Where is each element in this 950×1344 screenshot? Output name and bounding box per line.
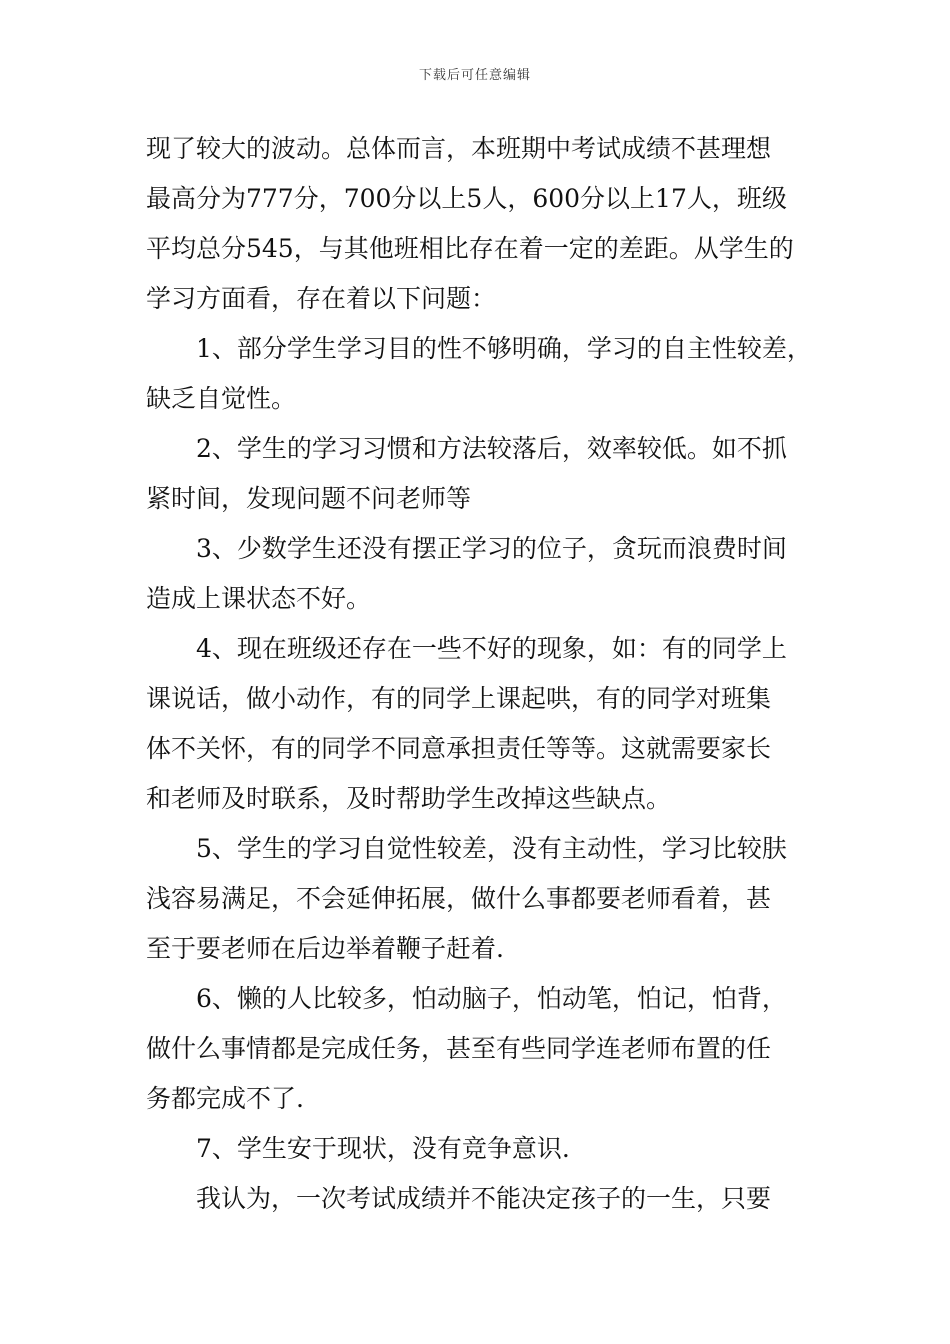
text-line: 学习方面看，存在着以下问题：: [146, 284, 497, 313]
text-line: 缺乏自觉性。: [146, 384, 297, 413]
text-line: 务都完成不了.: [146, 1084, 304, 1113]
text-line: 平均总分545，与其他班相比存在着一定的差距。从学生的: [146, 234, 794, 263]
conclusion-line: 我认为，一次考试成绩并不能决定孩子的一生，只要: [196, 1184, 772, 1213]
text-line: 做什么事情都是完成任务，甚至有些同学连老师布置的任: [146, 1034, 772, 1063]
list-item-2-line: 2、学生的学习习惯和方法较落后，效率较低。如不抓: [196, 434, 787, 463]
text-line: 现了较大的波动。总体而言，本班期中考试成绩不甚理想: [146, 134, 772, 163]
text-line: 体不关怀，有的同学不同意承担责任等等。这就需要家长: [146, 734, 772, 763]
list-item-5-line: 5、学生的学习自觉性较差，没有主动性，学习比较肤: [196, 834, 787, 863]
text-line: 造成上课状态不好。: [146, 584, 372, 613]
text-line: 课说话，做小动作，有的同学上课起哄，有的同学对班集: [146, 684, 772, 713]
text-line: 紧时间，发现问题不问老师等: [146, 484, 472, 513]
text-line: 浅容易满足，不会延伸拓展，做什么事都要老师看着，甚: [146, 884, 772, 913]
list-item-1-line: 1、部分学生学习目的性不够明确，学习的自主性较差，: [196, 334, 812, 363]
list-item-3-line: 3、少数学生还没有摆正学习的位子，贪玩而浪费时间: [196, 534, 787, 563]
list-item-6-line: 6、懒的人比较多，怕动脑子，怕动笔，怕记，怕背，: [196, 984, 787, 1013]
document-body: [146, 124, 816, 1224]
text-line: 至于要老师在后边举着鞭子赶着.: [146, 934, 504, 963]
list-item-4-line: 4、现在班级还存在一些不好的现象，如：有的同学上: [196, 634, 787, 663]
page-header: 下载后可任意编辑: [418, 68, 531, 83]
text-line: 最高分为777分，700分以上5人，600分以上17人，班级: [146, 184, 787, 213]
list-item-7-line: 7、学生安于现状，没有竞争意识.: [196, 1134, 570, 1163]
text-line: 和老师及时联系，及时帮助学生改掉这些缺点。: [146, 784, 672, 813]
